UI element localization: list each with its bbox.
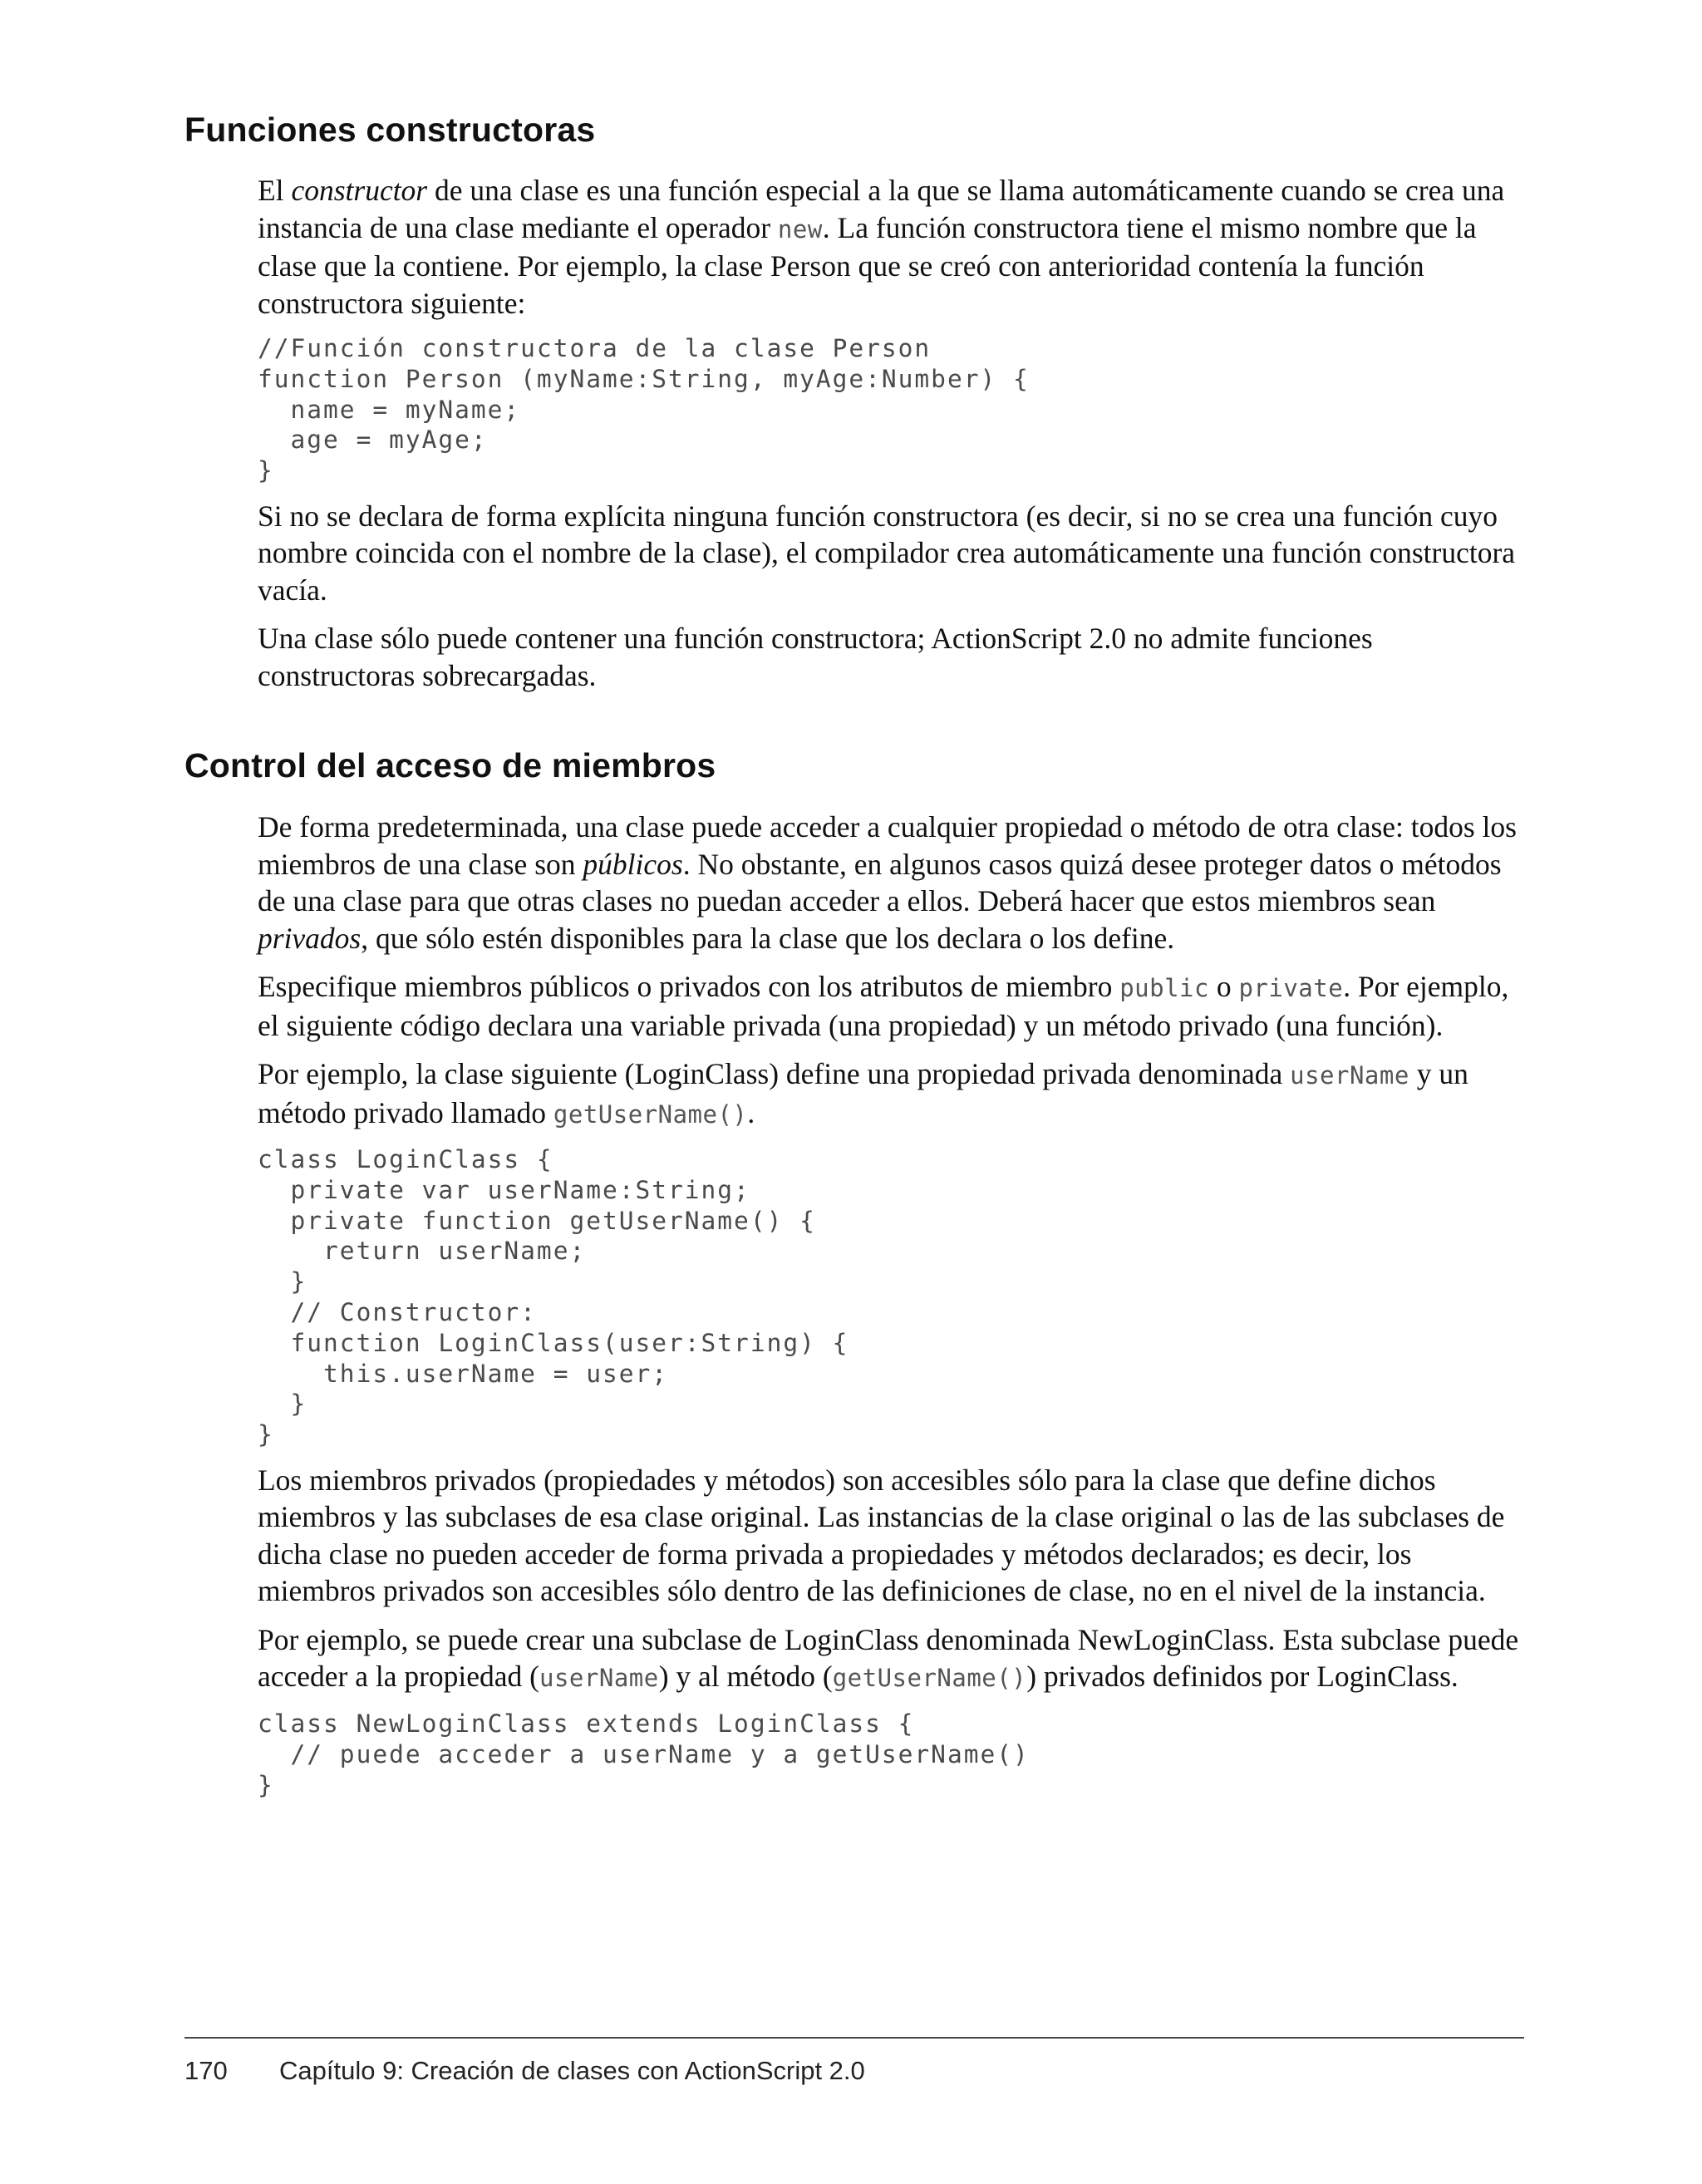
code-block: class LoginClass { private var userName:String; private function getUserName() { return userName; } // Constructor: function LoginClass(user:String) { this.userName = user; } } xyxy=(258,1145,849,1449)
code-block: //Función constructora de la clase Person function Person (myName:String, myAge:Number) { name = myName; age = myAge; } xyxy=(258,334,1030,485)
inline-code: userName xyxy=(1290,1061,1409,1090)
section-body-constructor-functions xyxy=(258,172,1529,706)
paragraph: Por ejemplo, se puede crear una subclase de LoginClass denominada NewLoginClass. Esta subclase puede acceder a la propiedad (userName) y al método (getUserName()) privados definidos por LoginClass. xyxy=(258,1622,1519,1694)
inline-code: new xyxy=(777,214,823,243)
paragraph: El constructor de una clase es una función especial a la que se llama automáticamente cuando se crea una instancia de una clase mediante el operador new. La función constructora tiene el mismo nombre que la clase que la contiene. Por ejemplo, la clase Person que se creó con anterioridad contenía la función constructora siguiente: xyxy=(258,174,1505,320)
inline-code: userName xyxy=(539,1664,659,1693)
paragraph: De forma predeterminada, una clase puede acceder a cualquier propiedad o método de otra clase: todos los miembros de una clase son públicos. No obstante, en algunos casos quizá desee proteger datos o métodos de una clase para que otras clases no puedan acceder a ellos. Deberá hacer que estos miembros sean privados, que sólo estén disponibles para la clase que los declara o los define. xyxy=(258,810,1517,955)
emphasis: públicos xyxy=(583,847,683,881)
emphasis: constructor xyxy=(291,174,428,207)
paragraph: Una clase sólo puede contener una función constructora; ActionScript 2.0 no admite funciones constructoras sobrecargadas. xyxy=(258,622,1373,692)
page-number: 170 xyxy=(184,2056,228,2085)
footer-divider xyxy=(184,2037,1524,2039)
emphasis: privados xyxy=(258,921,362,955)
inline-code: getUserName() xyxy=(553,1099,748,1129)
chapter-title: Capítulo 9: Creación de clases con ActionScript 2.0 xyxy=(279,2056,865,2085)
paragraph: Si no se declara de forma explícita ninguna función constructora (es decir, si no se crea una función cuyo nombre coincida con el nombre de la clase), el compilador crea automáticamente una función constructora vacía. xyxy=(258,499,1516,607)
inline-code: public xyxy=(1119,974,1209,1002)
section-body-member-access xyxy=(258,809,1529,1812)
section-heading-member-access: Control del acceso de miembros xyxy=(184,746,716,785)
inline-code: private xyxy=(1238,974,1344,1002)
paragraph: Los miembros privados (propiedades y métodos) son accesibles sólo para la clase que define dichos miembros y las subclases de esa clase original. Las instancias de la clase original o las de las subclases de dicha clase no pueden acceder de forma privada a propiedades y métodos declarados; es decir, los miembros privados son accesibles sólo dentro de las definiciones de clase, no en el nivel de la instancia. xyxy=(258,1463,1505,1608)
inline-code: getUserName() xyxy=(832,1664,1027,1693)
paragraph: Por ejemplo, la clase siguiente (LoginClass) define una propiedad privada denominada userName y un método privado llamado getUserName(). xyxy=(258,1057,1468,1129)
code-block: class NewLoginClass extends LoginClass { // puede acceder a userName y a getUserName() } xyxy=(258,1709,1030,1799)
section-heading-constructor-functions: Funciones constructoras xyxy=(184,111,596,149)
paragraph: Especifique miembros públicos o privados con los atributos de miembro public o private. Por ejemplo, el siguiente código declara una variable privada (una propiedad) y un método privado (una función). xyxy=(258,970,1509,1042)
